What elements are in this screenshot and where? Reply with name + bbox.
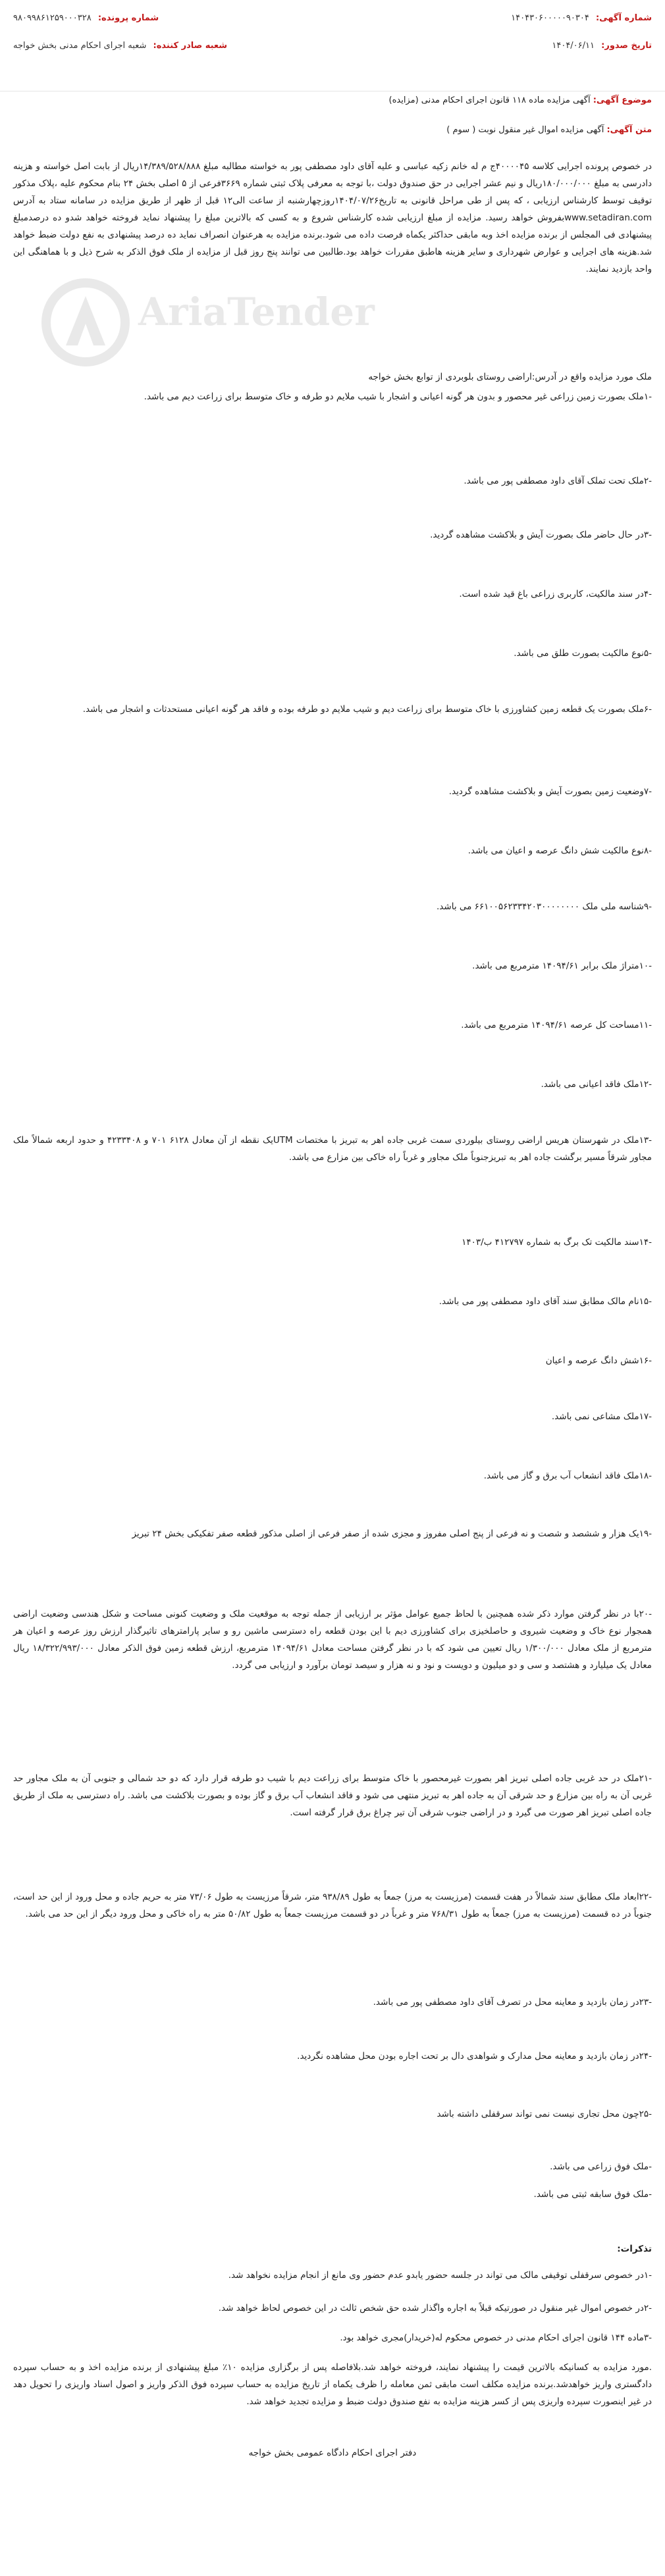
notice-header xyxy=(0,0,665,91)
watermark-text: AriaTender xyxy=(138,290,375,334)
note-3: -۳ماده ۱۴۴ قانون اجرای احکام مدنی در خصوص محکوم له(خریدار)مجری خواهد بود. xyxy=(340,2333,652,2343)
item-12: -۱۲ملک فاقد اعیانی می باشد. xyxy=(541,1079,652,1090)
item-24: -۲۴در زمان بازدید و معاینه محل مدارک و شواهدی دال بر تحت اجاره بودن محل مشاهده نگردید. xyxy=(297,2051,652,2061)
subject-label: موضوع آگهی: xyxy=(593,95,652,105)
item-14: -۱۴سند مالکیت تک برگ به شماره ۴۱۲۷۹۷ ب/۱۴۰۳ xyxy=(462,1237,652,1248)
file-number-row xyxy=(13,13,159,23)
item-10: -۱۰متراژ ملک برابر ۱۴۰۹۴/۶۱ مترمربع می باشد. xyxy=(472,961,652,971)
item-23: -۲۳در زمان بازدید و معاینه محل در تصرف آقای داود مصطفی پور می باشد. xyxy=(373,1997,652,2008)
note-2: -۲در خصوص اموال غیر منقول در صورتیکه قبلاً به اجاره واگذار شده حق شخص ثالث در این خصوص لحاظ خواهد شد. xyxy=(218,2303,652,2313)
item-2: -۲ملک تحت تملک آقای داود مصطفی پور می باشد. xyxy=(464,476,652,486)
signature-office: دفتر اجرای احکام دادگاه عمومی بخش خواجه xyxy=(248,2448,417,2458)
item-11: -۱۱مساحت کل عرصه ۱۴۰۹۴/۶۱ مترمربع می باشد. xyxy=(461,1020,652,1030)
file-number-label: شماره پرونده: xyxy=(97,13,159,23)
item-20: -۲۰با در نظر گرفتن موارد ذکر شده همچنین با لحاظ جمیع عوامل مؤثر بر ارزیابی از جمله توجه به موقعیت ملک و وضعیت کنونی مساحت و شکل هندسی وضعیت اراضی همجوار نوع خاک و وضعیت شیروی و حاصلخیزی برای کشاورزی دیم با این بودن قطعه راه دسترسی ماشین رو و سایر پارامترهای تاثیرگذار ارزش روز عرصه و اعیان هر مترمربع از ملک معادل ۱/۳۰۰/۰۰۰ ریال تعیین می شود که با در نظر گرفتن مساحت معادل ۱۴۰۹۴/۶۱ مترمربع، ارزش قطعه زمین فوق الذکر معادل ۱۸/۳۲۲/۹۹۳/۰۰۰ ریال معادل یک میلیارد و هشتصد و سی و دو میلیون و دویست و نود و نه هزار و سیصد تومان برآورد و ارزیابی می گردد. xyxy=(13,1609,652,1671)
file-number: ۹۸۰۹۹۸۶۱۲۵۹۰۰۰۳۲۸ xyxy=(13,13,92,23)
item-22: -۲۲ابعاد ملک مطابق سند شمالاً در هفت قسمت (مرزیست به مرز) جمعاً به طول ۹۳۸/۸۹ متر، شرقاً مرزیست به طول ۷۳/۰۶ متر به حریم جاده و محل ورود از این حد است، جنوباً در ده قسمت (مرزیست به مرز) جمعاً به طول ۷۶۸/۳۱ متر و غرباً در دو قسمت مرزیست جمعاً به طول ۵۰/۸۲ متر به راه خاکی و محل ورود دیگر از این حد می باشد. xyxy=(13,1892,652,1919)
ad-number-row xyxy=(511,13,652,23)
item-1: -۱ملک بصورت زمین زراعی غیر محصور و بدون هر گونه اعیانی و اشجار با شیب ملایم دو طرفه و خاک متوسط برای زراعت دیم می باشد. xyxy=(144,391,652,402)
item-3: -۳در حال حاضر ملک بصورت آیش و بلاکشت مشاهده گردید. xyxy=(430,530,652,540)
watermark-logo xyxy=(40,270,375,375)
property-address: ملک مورد مزایده واقع در آدرس:اراضی روستای بلوبردی از توابع بخش خواجه xyxy=(368,372,652,382)
issuer-row xyxy=(13,41,227,51)
note-1: -۱در خصوص سرقفلی توقیفی مالک می تواند در جلسه حضور یابدو عدم حضور وی مانع از انجام مزایده نخواهد شد. xyxy=(228,2270,652,2281)
issuer-label: شعبه صادر کننده: xyxy=(153,41,228,51)
item-21: -۲۱ملک در حد غربی جاده اصلی تبریز اهر بصورت غیرمحصور با خاک متوسط برای زراعت دیم با شیب دو طرفه قرار دارد که دو حد شمالی و جنوبی آن به ملک مجاور حد غربی آن به راه بین مزارع و حد شرقی آن به جاده اهر به تبریز منتهی می شود و فاقد انشعاب آب برق و گاز بوده و بصورت بلاکشت می باشد. راه دسترسی به ملک از طریق جاده اصلی تبریز اهر صورت می گیرد و در اراضی جنوب شرقی آن تیر چراغ برق قرار گرفته است. xyxy=(13,1773,652,1818)
watermark-emblem-icon xyxy=(40,276,132,368)
item-17: -۱۷ملک مشاعی نمی باشد. xyxy=(551,1411,652,1422)
item-19: -۱۹یک هزار و ششصد و شصت و نه فرعی از پنج اصلی مفروز و مجزی شده از صفر فرعی از اصلی مذکور قطعه صفر تفکیکی بخش ۲۴ تبریز xyxy=(132,1528,652,1539)
item-13: -۱۳ملک در شهرستان هریس اراضی روستای بیلوردی سمت غربی جاده اهر به تبریز با مختصات UTMیک نقطه از آن معادل ۶۱۲۸ ۷۰۱ و ۴۲۳۳۴۰۸ و حدود اربعه شمالاً ملک مجاور شرقاً مسیر برگشت جاده اهر به تبریزجنوباً ملک مجاور و غرباً راه خاکی بین مزارع می باشد. xyxy=(13,1135,652,1163)
item-18: -۱۸ملک فاقد انشعاب آب برق و گاز می باشد. xyxy=(483,1471,652,1481)
subject-value: آگهی مزایده ماده ۱۱۸ قانون اجرای احکام مدنی (مزایده) xyxy=(388,95,591,105)
notes-title: تذکرات: xyxy=(617,2244,652,2254)
item-4: -۴در سند مالکیت، کاربری زراعی باغ قید شده است. xyxy=(459,589,652,599)
item-8: -۸نوع مالکیت شش دانگ عرصه و اعیان می باشد. xyxy=(467,846,652,856)
ad-text-label: متن آگهی: xyxy=(606,125,652,135)
subject-line xyxy=(389,95,652,105)
issue-date: ۱۴۰۴/۰۶/۱۱ xyxy=(552,41,595,51)
issue-date-label: تاریخ صدور: xyxy=(601,41,652,51)
ad-text-line xyxy=(446,125,652,135)
ad-text-value: آگهی مزایده اموال غیر منقول نوبت ( سوم ) xyxy=(446,125,604,135)
closing-paragraph: .مورد مزایده به کسانیکه بالاترین قیمت را پیشنهاد نمایند، فروخته خواهد شد.بلافاصله پس از برگزاری مزایده ۱۰٪ مبلغ پیشنهادی از برنده مزایده اخذ و به حساب سپرده دادگستری واریز خواهدشد.برنده مزایده مکلف است مابقی ثمن معامله را ظرف یکماه از تاریخ مزایده به حساب سپرده فوق الذکر واریز و اصول اسناد واریزی را تحویل دهد در غیر اینصورت سپرده واریزی پس از کسر هزینه مزایده به نفع صندوق دولت ضبط و مزایده تجدید خواهد شد. xyxy=(13,2362,652,2407)
item-16: -۱۶شش دانگ عرصه و اعیان xyxy=(545,1355,652,1366)
ad-number-label: شماره آگهی: xyxy=(595,13,652,23)
intro-paragraph: در خصوص پرونده اجرایی کلاسه ۴۰۰۰۰۴۵ج م له خانم زکیه عباسی و علیه آقای داود مصطفی پور به خواسته مطالبه مبلغ ۱۴/۳۸۹/۵۲۸/۸۸۸ریال از بابت اصل خواسته و هزینه دادرسی به مبلغ ۱۸۰/۰۰۰/۰۰۰ریال و نیم عشر اجرایی در حق صندوق دولت ،با توجه به معرفی پلاک ثبتی شماره ۳۶۶۹فرعی از ۵ اصلی بخش ۲۴ بنام محکوم علیه ،پلاک مذکور توقیف توسط کارشناس ارزیابی ، که پس از طی مراحل قانونی به تاریخ۱۴۰۴/۰۷/۲۶روزچهارشنبه از ساعت الی۱۲ قبل از ظهر از طریق مزایده در سامانه ستاد به آدرس www.setadiran.comبفروش خواهد رسید. مزایده از مبلغ ارزیابی شده کارشناس شروع و به کسی که بالاترین مبلغ را پیشنهاد نماید فروخته خواهد شدو ده درصدمبلغ پیشنهادی فی المجلس از برنده مزایده اخذ وبه مابقی حداکثر یکماه فرصت داده می شود.برنده مزایده به هرعنوان انصراف نماید ده درصد پیشنهادی به نفع دولت ضبط خواهد شد.هزینه های اجرایی و عوارض شهرداری و سایر هزینه هاطبق مقررات خواهد بود.طالبین می توانند پنج روز قبل از مزایده از ملک فوق الذکر به شرح ذیل و با هماهنگی این واحد بازدید نمایند. xyxy=(13,161,652,274)
item-15: -۱۵نام مالک مطابق سند آقای داود مصطفی پور می باشد. xyxy=(439,1296,652,1307)
item-25: -۲۵چون محل تجاری نیست نمی تواند سرقفلی داشته باشد xyxy=(437,2109,652,2119)
item-7: -۷وضعیت زمین بصورت آیش و بلاکشت مشاهده گردید. xyxy=(448,786,652,797)
extra-note-2: -ملک فوق سابقه ثبتی می باشد. xyxy=(533,2189,652,2200)
issuer: شعبه اجرای احکام مدنی بخش خواجه xyxy=(13,41,147,51)
issue-date-row xyxy=(552,41,652,51)
item-5: -۵نوع مالکیت بصورت طلق می باشد. xyxy=(514,648,652,659)
extra-note-1: -ملک فوق زراعی می باشد. xyxy=(550,2161,652,2172)
item-6: -۶ملک بصورت یک قطعه زمین کشاورزی با خاک متوسط برای زراعت دیم و شیب ملایم دو طرفه بوده و فاقد هر گونه اعیانی مستحدثات و اشجار می باشد. xyxy=(82,704,652,715)
ad-number: ۱۴۰۴۳۰۶۰۰۰۰۰۹۰۳۰۴ xyxy=(511,13,589,23)
item-9: -۹شناسه ملی ملک ۶۶۱۰۰۵۶۲۳۳۴۲۰۳۰۰۰۰۰۰۰۰ می باشد. xyxy=(437,901,652,912)
